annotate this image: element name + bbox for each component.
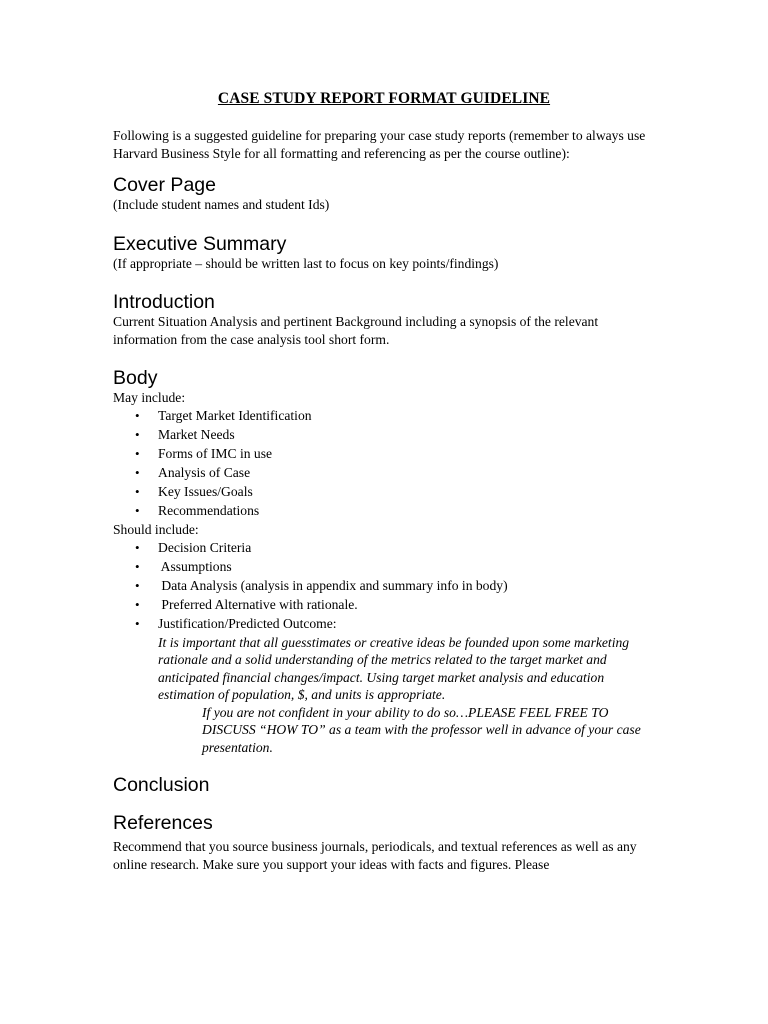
executive-summary-text: (If appropriate – should be written last to focus on key points/findings) bbox=[113, 255, 499, 271]
bullet-icon: • bbox=[135, 558, 140, 574]
bullet-icon: • bbox=[135, 540, 140, 556]
introduction-heading: Introduction bbox=[113, 290, 215, 313]
should-include-list bbox=[113, 539, 658, 634]
introduction-text: Current Situation Analysis and pertinent Background including a synopsis of the relevant information from the case analysis tool short form. bbox=[113, 313, 599, 348]
bullet-icon: • bbox=[135, 427, 140, 443]
list-item: • Assumptions bbox=[113, 558, 658, 577]
bullet-icon: • bbox=[135, 465, 140, 481]
references-heading: References bbox=[113, 812, 213, 835]
list-item: • Justification/Predicted Outcome: bbox=[113, 615, 658, 634]
bullet-icon: • bbox=[135, 408, 140, 424]
references-text: Recommend that you source business journals, periodicals, and textual references as well as any online research. Make sure you support your ideas with facts and figures. Please bbox=[113, 839, 637, 873]
list-item: • Data Analysis (analysis in appendix and summary info in body) bbox=[113, 577, 658, 596]
list-item: • Market Needs bbox=[113, 426, 658, 445]
may-include-list bbox=[113, 407, 658, 520]
discussion-note: If you are not confident in your ability to do so…PLEASE FEEL FREE TO DISCUSS “HOW TO” as a team with the professor well in advance of your case presentation. bbox=[202, 704, 641, 755]
list-item: • Recommendations bbox=[113, 502, 658, 521]
list-item: • Preferred Alternative with rationale. bbox=[113, 596, 658, 615]
list-item: • Decision Criteria bbox=[113, 539, 658, 558]
list-item: • Target Market Identification bbox=[113, 407, 658, 426]
bullet-icon: • bbox=[135, 502, 140, 518]
conclusion-heading: Conclusion bbox=[113, 774, 210, 797]
list-item: • Analysis of Case bbox=[113, 464, 658, 483]
should-include-label: Should include: bbox=[113, 521, 199, 537]
executive-summary-heading: Executive Summary bbox=[113, 232, 287, 255]
bullet-icon: • bbox=[135, 615, 140, 631]
bullet-icon: • bbox=[135, 596, 140, 612]
list-item: • Forms of IMC in use bbox=[113, 445, 658, 464]
bullet-icon: • bbox=[135, 484, 140, 500]
intro-paragraph: Following is a suggested guideline for preparing your case study reports (remember to always use Harvard Business Style for all formatting and referencing as per the course outline): bbox=[113, 128, 646, 162]
cover-page-heading: Cover Page bbox=[113, 174, 216, 197]
body-heading: Body bbox=[113, 367, 158, 390]
page-title: CASE STUDY REPORT FORMAT GUIDELINE bbox=[217, 90, 551, 107]
justification-note: It is important that all guesstimates or creative ideas be founded upon some marketing rationale and a solid understanding of the metrics related to the target market and anticipated financial changes/impact. Using target market analysis and education estimation of population, $, and units is appropriate. bbox=[158, 634, 630, 703]
bullet-icon: • bbox=[135, 577, 140, 593]
may-include-label: May include: bbox=[113, 390, 186, 406]
bullet-icon: • bbox=[135, 446, 140, 462]
document-content bbox=[113, 127, 658, 875]
list-item: • Key Issues/Goals bbox=[113, 483, 658, 502]
cover-page-text: (Include student names and student Ids) bbox=[113, 197, 330, 213]
